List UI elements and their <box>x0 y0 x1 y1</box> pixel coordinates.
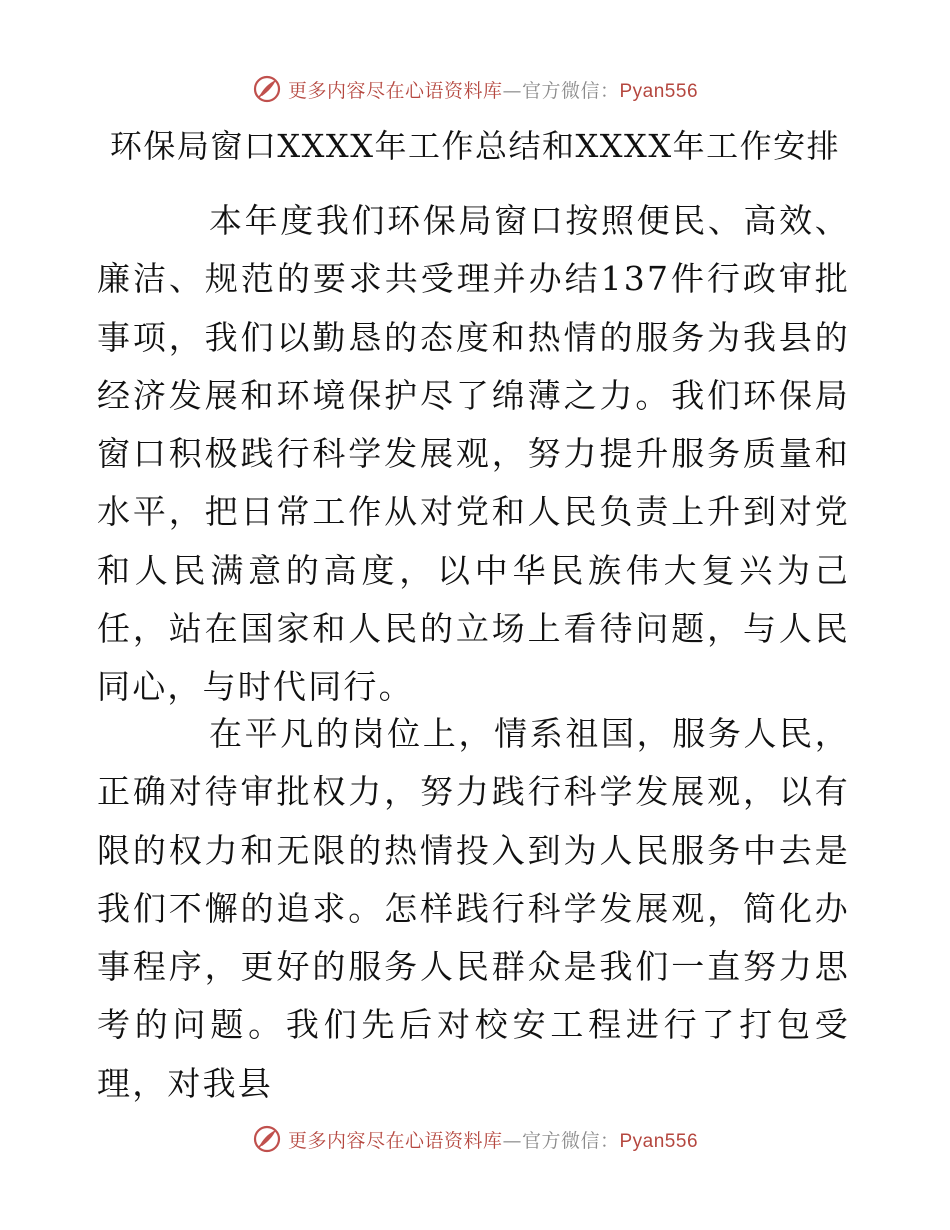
watermark-text <box>288 76 698 103</box>
watermark-brand: 更多内容尽在心语资料库 <box>287 79 503 102</box>
document-title: 环保局窗口XXXX年工作总结和XXXX年工作安排 <box>109 127 841 165</box>
quill-logo-icon <box>252 1124 282 1154</box>
watermark-official: 官方微信： <box>521 1129 620 1152</box>
watermark-footer <box>0 1124 950 1154</box>
watermark-header <box>0 74 950 104</box>
watermark-dash: — <box>502 1129 522 1152</box>
paragraph-2: 在平凡的岗位上，情系祖国，服务人民，正确对待审批权力，努力践行科学发展观，以有限的权力和无限的热情投入到为人民服务中去是我们不懈的追求。怎样践行科学发展观，简化办事程序，更好的服务人民群众是我们一直努力思考的问题。我们先后对校安工程进行了打包受理，对我县 <box>97 714 850 1103</box>
quill-logo-icon <box>252 74 282 104</box>
paragraph-1: 本年度我们环保局窗口按照便民、高效、廉洁、规范的要求共受理并办结137件行政审批事项，我们以勤恳的态度和热情的服务为我县的经济发展和环境保护尽了绵薄之力。我们环保局窗口积极践行科学发展观，努力提升服务质量和水平，把日常工作从对党和人民负责上升到对党和人民满意的高度，以中华民族伟大复兴为己任，站在国家和人民的立场上看待问题，与人民同心，与时代同行。 <box>97 201 850 707</box>
watermark-official: 官方微信： <box>521 79 620 102</box>
watermark-handle: Pyan556 <box>619 1130 699 1152</box>
watermark-brand: 更多内容尽在心语资料库 <box>287 1129 503 1152</box>
watermark-handle: Pyan556 <box>619 80 699 102</box>
watermark-text <box>288 1126 698 1153</box>
watermark-dash: — <box>502 79 522 102</box>
